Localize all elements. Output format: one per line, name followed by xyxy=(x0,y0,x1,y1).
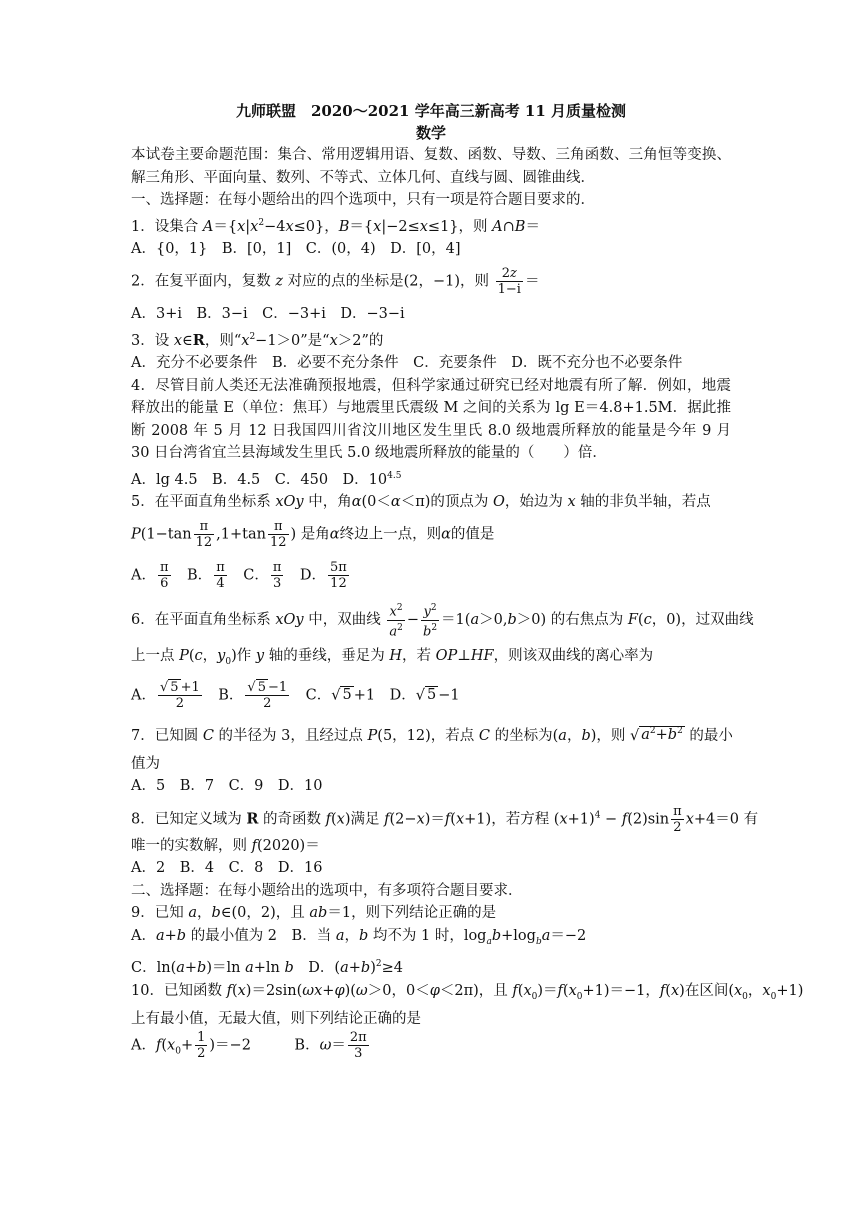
question-5-options: A． $\frac{\pi}{6}$ B． $\frac{\pi}{4}$ C． $\frac{\pi}{3}$ D． $\frac{5\pi}{12}$ xyxy=(131,560,347,592)
question-2: 2．在复平面内，复数 z 对应的点的坐标是(2，−1)，则 $\frac{2z}{1-i}$ ＝ xyxy=(131,266,540,298)
question-3: 3．设 x∈R，则“$x^2-1>0$”是“x＞2”的 xyxy=(131,331,384,349)
section-1-heading: 一、选择题：在每小题给出的四个选项中，只有一项是符合题目要求的． xyxy=(131,192,595,208)
question-8-cont: 唯一的实数解，则 f(2020)＝ xyxy=(131,837,320,854)
exam-title: 九师联盟 2020～2021 学年高三新高考 11 月质量检测 xyxy=(235,102,627,120)
question-9-options-cd: C．ln(a+b)＝ln a+ln b D．$(a+b)^2\ge 4$ xyxy=(131,959,403,977)
section-2-heading: 二、选择题：在每小题给出的选项中，有多项符合题目要求． xyxy=(131,882,523,899)
question-9-options-ab: A．a+b 的最小值为 2 B．当 a，b 均不为 1 时，$\log_ab+\log_ba=-2$ xyxy=(131,927,587,947)
question-7-cont: 值为 xyxy=(131,755,160,772)
question-1-options: A．{0，1} B．[0，1] C．(0，4) D．[0，4] xyxy=(131,240,461,257)
question-10-cont: 上有最小值，无最大值，则下列结论正确的是 xyxy=(131,1010,421,1027)
question-10-options: A．$f(x_0+$ $\frac{1}{2}$ )＝−2 B．ω＝ $\frac{2\pi}{3}$ xyxy=(131,1030,367,1062)
question-9: 9．已知 a，b∈(0，2)，且 ab＝1，则下列结论正确的是 xyxy=(131,905,497,922)
exam-intro: 本试卷主要命题范围：集合、常用逻辑用语、复数、函数、导数、三角函数、三角恒等变换、解三角形、平面向量、数列、不等式、立体几何、直线与圆、圆锥曲线． xyxy=(131,147,731,186)
question-6-options: A． $\frac{√ 5 +1}{2}$ B． $\frac{√ 5 -1}{2}$ C．√ 5 +1 D．√ 5 −1 xyxy=(131,679,460,711)
question-6: 6．在平面直角坐标系 xOy 中，双曲线 $\frac{x^2}{a^2}$ − $\frac{y^2}{b^2}$ ＝1(a＞0,b＞0) 的右焦点为 F(c，0)，过双曲线 xyxy=(131,603,754,640)
question-3-options: A．充分不必要条件 B．必要不充分条件 C．充要条件 D．既不充分也不必要条件 xyxy=(131,355,683,372)
exam-page xyxy=(131,100,804,1063)
question-7: 7．已知圆 C 的半径为 3，且经过点 P(5，12)，若点 C 的坐标为(a，b)，则 √ $a^2+b^2$ 的最小 xyxy=(131,726,733,744)
question-5-point: P(1−tan $\frac{\pi}{12}$ ,1+tan $\frac{\pi}{12}$ ) 是角α终边上一点，则α的值是 xyxy=(131,519,495,551)
question-4: 4．尽管目前人类还无法准确预报地震，但科学家通过研究已经对地震有所了解．例如，地震释放出的能量 E（单位：焦耳）与地震里氏震级 M 之间的关系为 lg E＝4.8+1.5M．据此推断 2008 年 5 月 12 日我国四川省汶川地区发生里氏 8.0 级地震所释放的能量是今年 9 月 30 日台湾省宜兰县海域发生里氏 5.0 级地震所释放的能量的（ ）倍． xyxy=(131,377,731,462)
question-2-options: A．3+i B．3−i C．−3+i D．−3−i xyxy=(131,306,405,323)
question-6-cont: 上一点 P(c，$y_0$)作 y 轴的垂线，垂足为 H，若 OP⊥HF，则该双曲线的离心率为 xyxy=(131,648,654,668)
question-7-options: A．5 B．7 C．9 D．10 xyxy=(131,778,323,795)
question-4-options: A．lg 4.5 B．4.5 C．450 D．$10^{4.5}$ xyxy=(131,470,402,488)
question-8: 8．已知定义域为 R 的奇函数 f(x)满足 f(2−x)＝f(x+1)，若方程 $(x+1)^4 - f(2)\sin$ $\frac{\pi}{2}$ x+4＝0 有 xyxy=(131,803,759,835)
exam-subject: 数学 xyxy=(415,124,446,142)
question-5: 5．在平面直角坐标系 xOy 中，角α(0＜α＜π)的顶点为 O，始边为 x 轴的非负半轴，若点 xyxy=(131,493,711,510)
question-10: 10．已知函数 f(x)＝2sin(ωx+φ)(ω＞0，0＜φ＜2π)，且 $f(x_0)=f(x_0+1)=-1$，f(x)在区间($x_0$，$x_0+1$) xyxy=(131,982,804,1002)
question-8-options: A．2 B．4 C．8 D．16 xyxy=(131,860,323,877)
question-1: 1．设集合 $A=\{x|x^2-4x\le 0\}$，B＝{x|−2≤x≤1}，则 A∩B＝ xyxy=(131,217,540,235)
